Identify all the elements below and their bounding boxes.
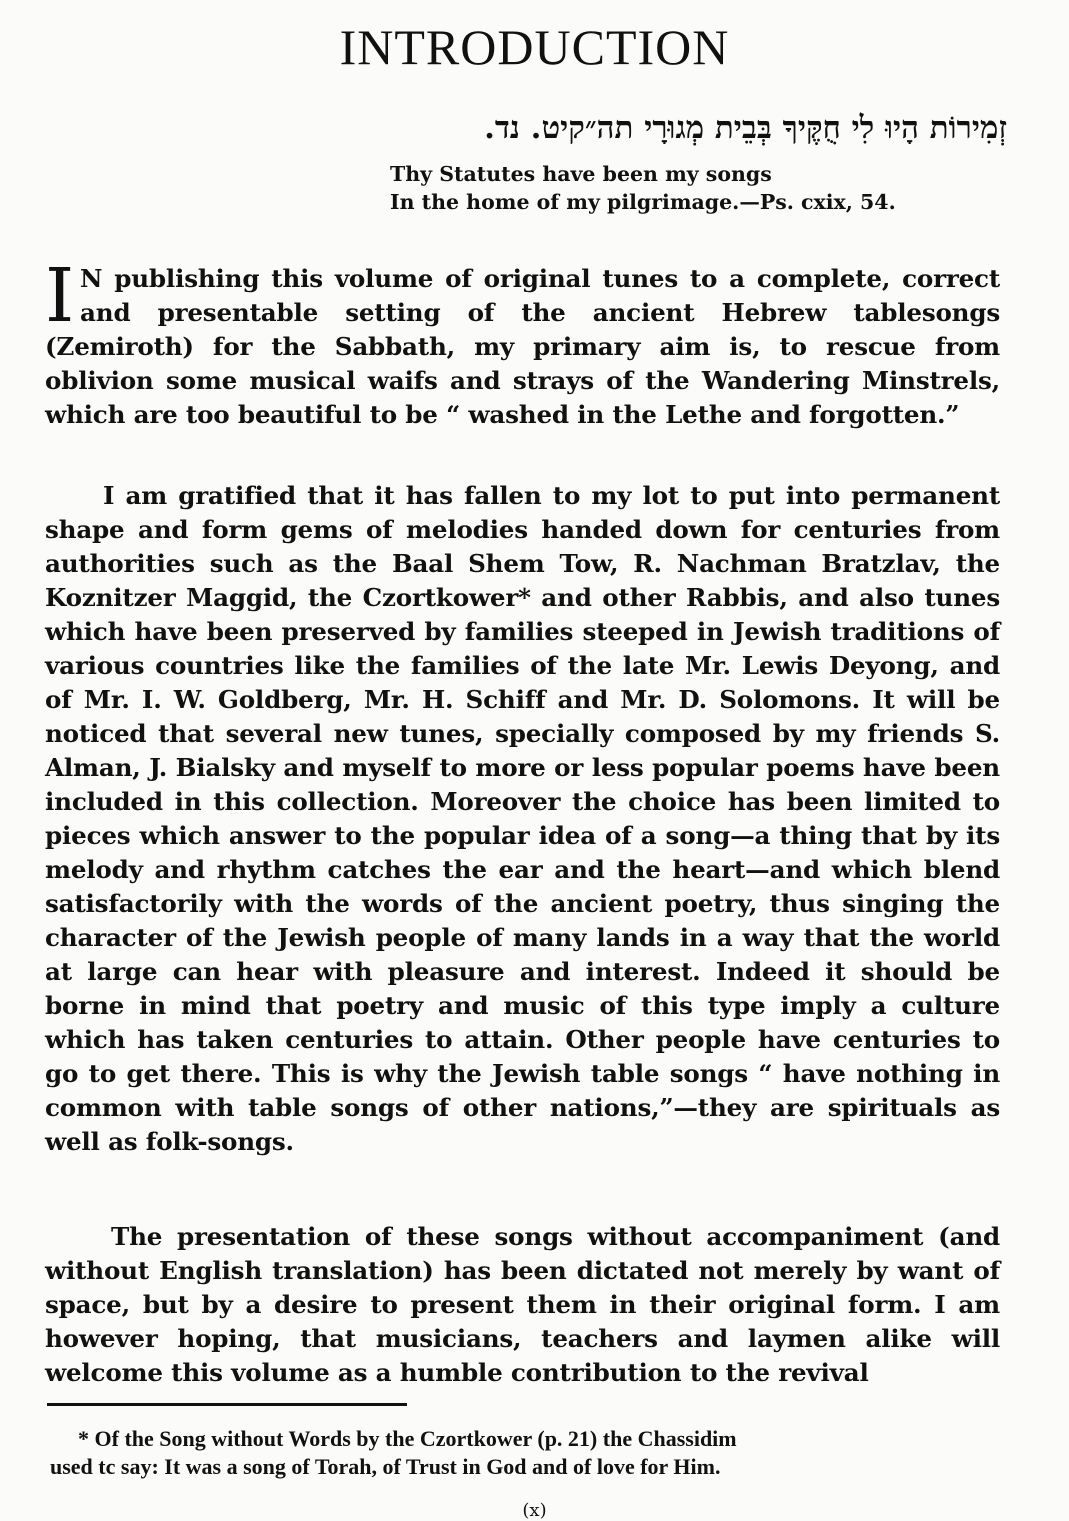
paragraph-1 [45, 253, 1000, 432]
footnote-line-1: * Of the Song without Words by the Czortkower (p. 21) the Chassidim [78, 1426, 737, 1451]
page-title: INTRODUCTION [339, 19, 730, 75]
epigraph-line-2: In the home of my pilgrimage.—Ps. cxix, 54. [390, 190, 896, 214]
footnote [50, 1425, 995, 1481]
paragraph-2: I am gratified that it has fallen to my lot to put into permanent shape and form gems of melodies handed down for centuries from authorities such as the Baal Shem Tow, R. Nachman Bratzlav, the Koznitzer Maggid, the Czortkower* and other Rabbis, and also tunes which have been preserved by families steeped in Jewish traditions of various countries like the families of the late Mr. Lewis Deyong, and of Mr. I. W. Goldberg, Mr. H. Schiff and Mr. D. Solomons. It will be noticed that several new tunes, specially composed by my friends S. Alman, J. Bialsky and myself to more or less popular poems have been included in this collection. Moreover the choice has been limited to pieces which answer to the popular idea of a song—a thing that by its melody and rhythm catches the ear and the heart—and which blend satisfactorily with the words of the ancient poetry, thus singing the character of the Jewish people of many lands in a way that the world at large can hear with pleasure and interest. Indeed it should be borne in mind that poetry and music of this type imply a culture which has taken centuries to attain. Other people have centuries to go to get there. This is why the Jewish table songs “ have nothing in common with table songs of other nations,”—they are spirituals as well as folk-songs. [45, 481, 1000, 1156]
epigraph-line-1: Thy Statutes have been my songs [390, 162, 772, 186]
page-number: (x) [522, 1500, 547, 1521]
footnote-line-2: used tc say: It was a song of Torah, of Trust in God and of love for Him. [50, 1454, 721, 1479]
epigraph-translation [390, 160, 896, 216]
paragraph-3: The presentation of these songs without accompaniment (and without English translation) has been dictated not merely by want of space, but by a desire to present them in their original form. I am however hoping, that musicians, teachers and laymen alike will welcome this volume as a humble contribution to the revival [45, 1222, 1000, 1387]
paragraph-1-text: N publishing this volume of original tunes to a complete, correct and presentable setting of the ancient Hebrew tablesongs (Zemiroth) for the Sabbath, my primary aim is, to rescue from oblivion some musical waifs and strays of the Wandering Minstrels, which are too beautiful to be “ washed in the Lethe and forgotten.” [45, 264, 1000, 429]
drop-cap: I [45, 253, 75, 339]
footnote-divider [47, 1403, 407, 1406]
hebrew-epigraph: זְמִירוֹת הָיוּ לִי חֻקֶּיךָ בְּבֵית מְגוּרָי תה״קיט. נד. [484, 110, 1007, 146]
